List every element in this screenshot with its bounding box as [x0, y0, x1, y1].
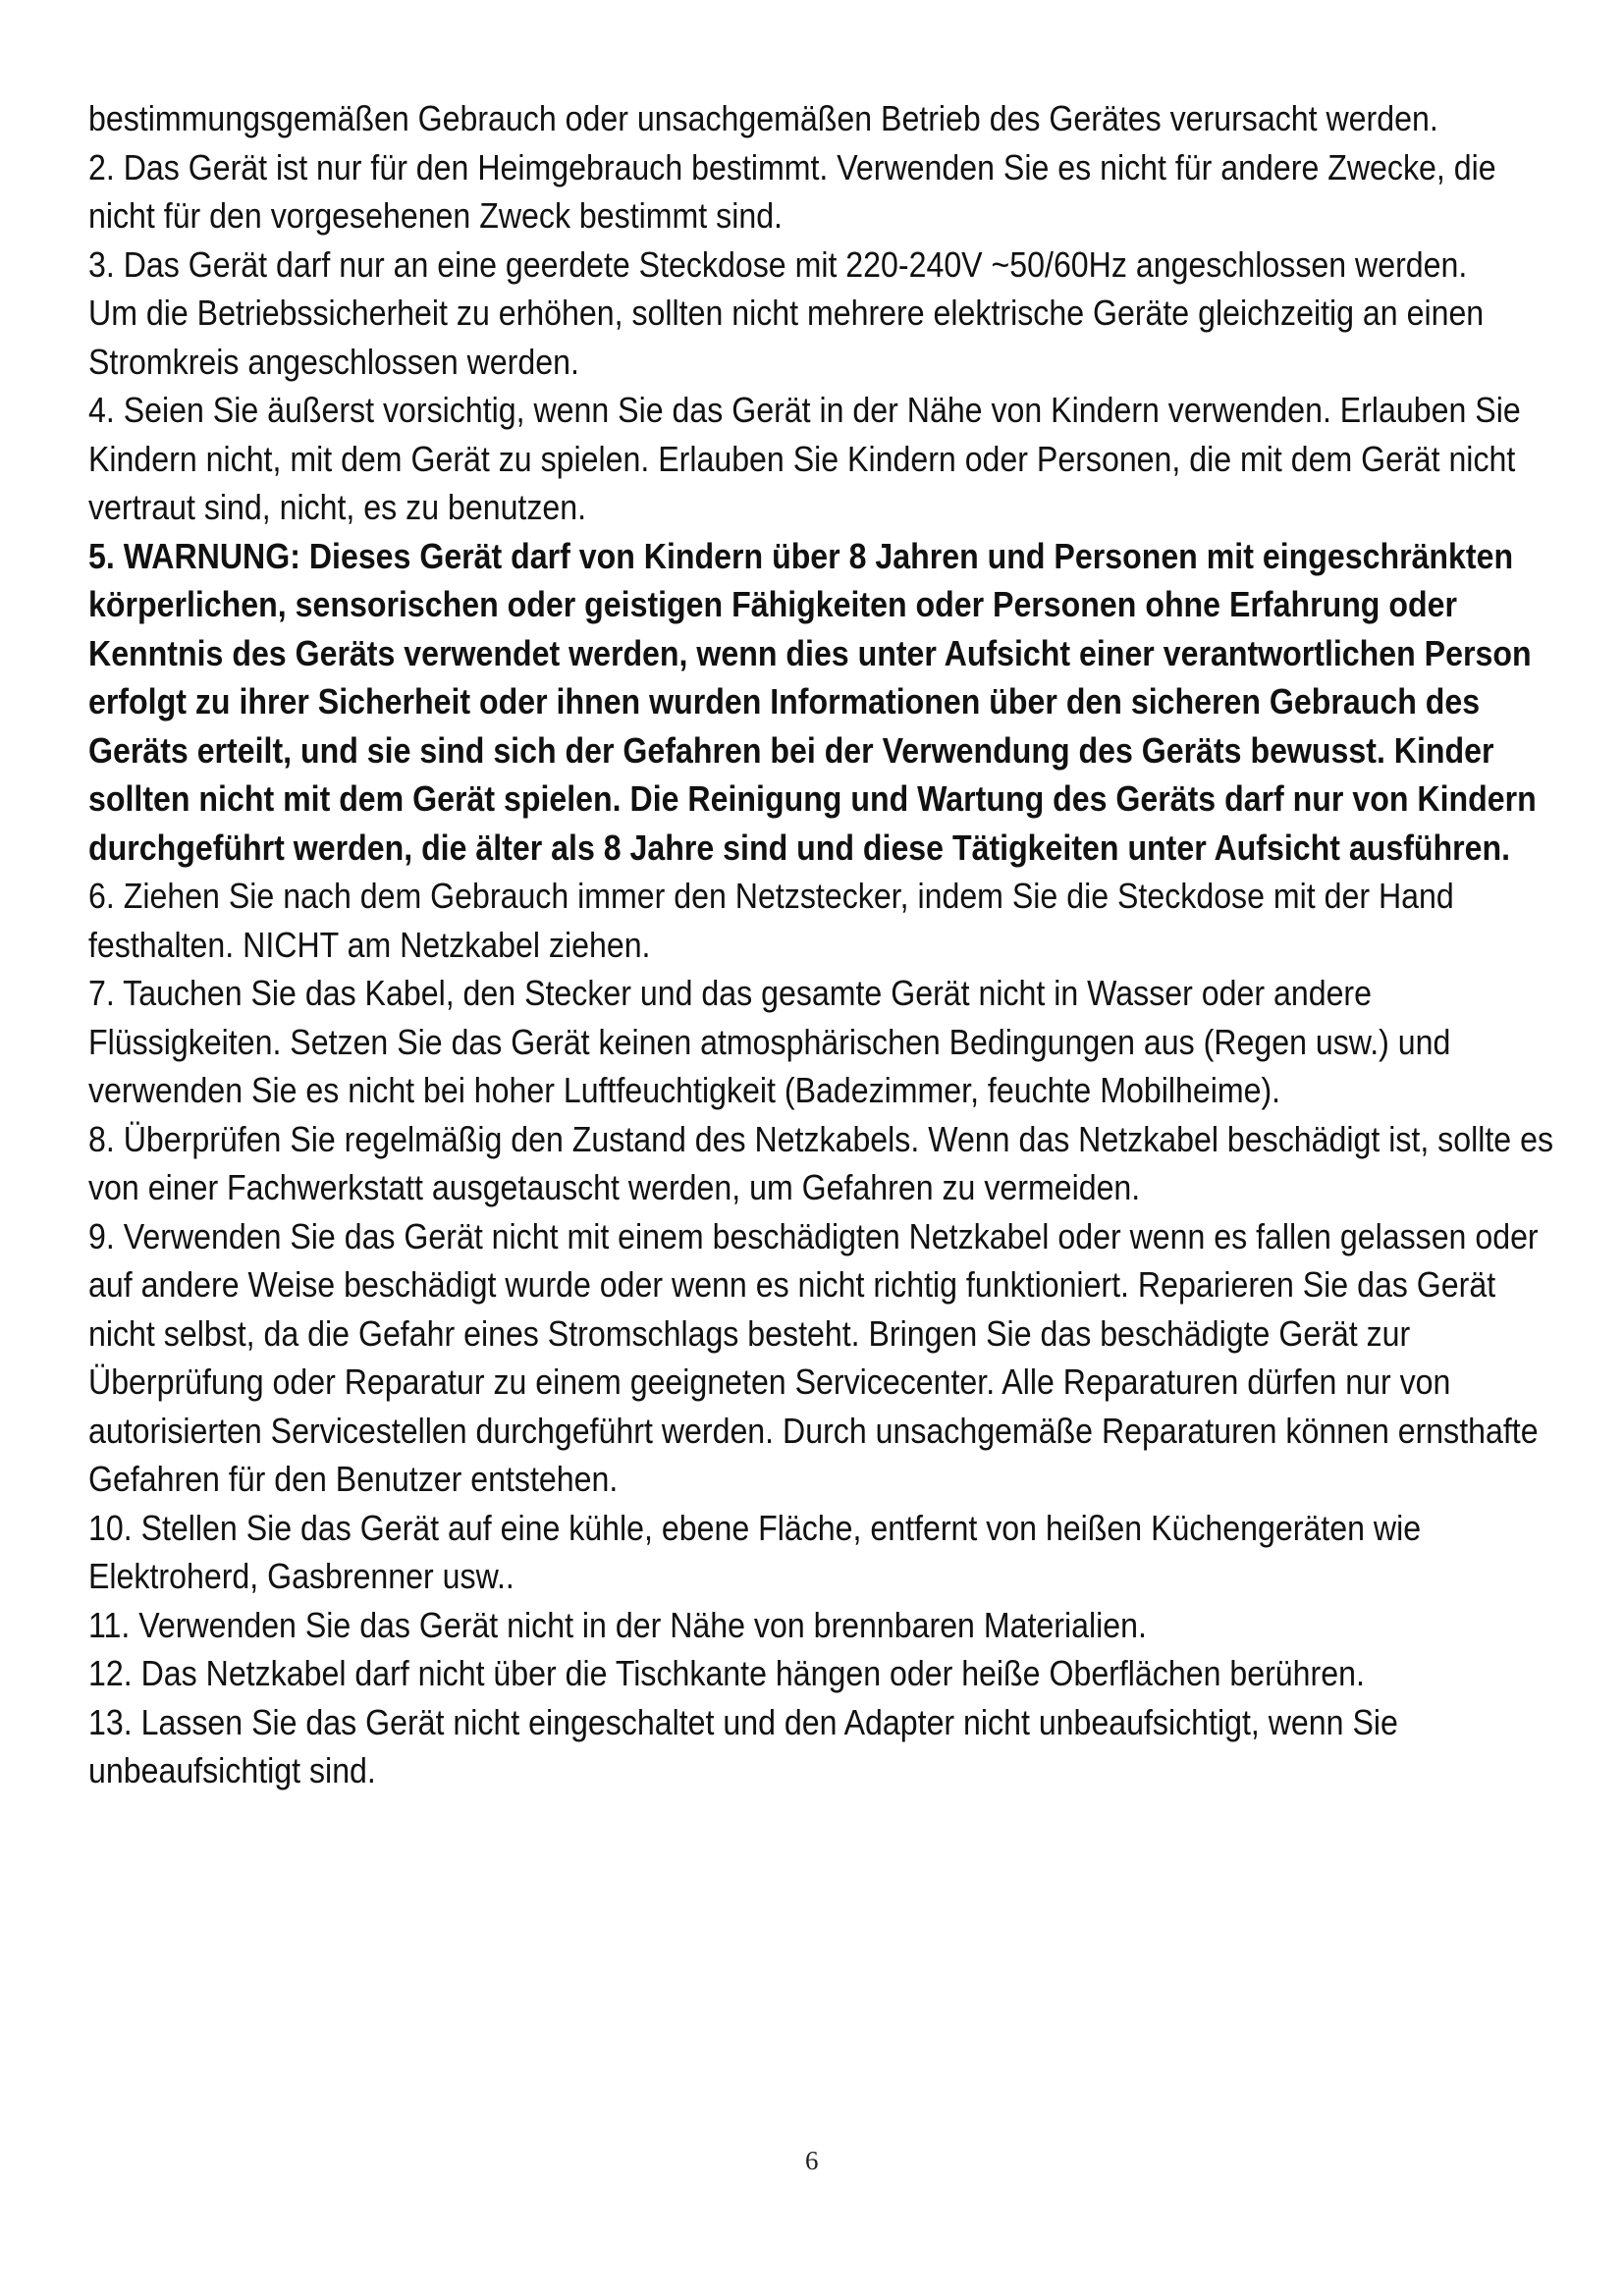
manual-page-body — [88, 94, 1561, 1795]
safety-item-11: 11. Verwenden Sie das Gerät nicht in der Nähe von brennbaren Materialien. — [88, 1604, 1147, 1645]
safety-item-13: 13. Lassen Sie das Gerät nicht eingeschaltet und den Adapter nicht unbeaufsichtigt, wenn Sie unbeaufsichtigt sind. — [88, 1701, 1398, 1790]
safety-item-6: 6. Ziehen Sie nach dem Gebrauch immer den Netzstecker, indem Sie die Steckdose mit der Hand festhalten. NICHT am Netzkabel ziehen. — [88, 876, 1454, 965]
safety-item-10: 10. Stellen Sie das Gerät auf eine kühle, ebene Fläche, entfernt von heißen Küchengeräten wie Elektroherd, Gasbrenner usw.. — [88, 1507, 1422, 1596]
safety-item-9: 9. Verwenden Sie das Gerät nicht mit einem beschädigten Netzkabel oder wenn es fallen gelassen oder auf andere Weise beschädigt wurde oder wenn es nicht richtig funktioniert. Reparieren Sie das Gerät nicht selbst, da die Gefahr eines Stromschlags besteht. Bringen Sie das beschädigte Gerät zur Überprüfung oder Reparatur zu einem geeigneten Servicecenter. Alle Reparaturen dürfen nur von autorisierten Servicestellen durchgeführt werden. Durch unsachgemäße Reparaturen können ernsthafte Gefahren für den Benutzer entstehen. — [88, 1215, 1539, 1499]
safety-item-4: 4. Seien Sie äußerst vorsichtig, wenn Sie das Gerät in der Nähe von Kindern verwenden. Erlauben Sie Kindern nicht, mit dem Gerät zu spielen. Erlauben Sie Kindern oder Personen, die mit dem Gerät nicht vertraut sind, nicht, es zu benutzen. — [88, 390, 1521, 527]
safety-item-2: 2. Das Gerät ist nur für den Heimgebrauch bestimmt. Verwenden Sie es nicht für andere Zwecke, die nicht für den vorgesehenen Zweck bestimmt sind. — [88, 146, 1496, 236]
safety-item-3-note: Um die Betriebssicherheit zu erhöhen, sollten nicht mehrere elektrische Geräte gleichzeitig an einen Stromkreis angeschlossen werden. — [88, 293, 1485, 382]
safety-item-8: 8. Überprüfen Sie regelmäßig den Zustand des Netzkabels. Wenn das Netzkabel beschädigt ist, sollte es von einer Fachwerkstatt ausgetauscht werden, um Gefahren zu vermeiden. — [88, 1118, 1554, 1207]
safety-item-7: 7. Tauchen Sie das Kabel, den Stecker und das gesamte Gerät nicht in Wasser oder andere Flüssigkeiten. Setzen Sie das Gerät keinen atmosphärischen Bedingungen aus (Regen usw.) und verwenden Sie es nicht bei hoher Luftfeuchtigkeit (Badezimmer, feuchte Mobilheime). — [88, 973, 1451, 1110]
safety-item-5-warning: 5. WARNUNG: Dieses Gerät darf von Kindern über 8 Jahren und Personen mit eingeschränkten körperlichen, sensorischen oder geistigen Fähigkeiten oder Personen ohne Erfahrung oder Kenntnis des Geräts verwendet werden, wenn dies unter Aufsicht einer verantwortlichen Person erfolgt zu ihrer Sicherheit oder ihnen wurden Informationen über den sicheren Gebrauch des Geräts erteilt, und sie sind sich der Gefahren bei der Verwendung des Geräts bewusst. Kinder sollten nicht mit dem Gerät spielen. Die Reinigung und Wartung des Geräts darf nur von Kindern durchgeführt werden, die älter als 8 Jahre sind und diese Tätigkeiten unter Aufsicht ausführen. — [88, 535, 1537, 868]
safety-item-3: 3. Das Gerät darf nur an eine geerdete Steckdose mit 220-240V ~50/60Hz angeschlossen werden. — [88, 243, 1468, 285]
page-number: 6 — [805, 2146, 819, 2175]
paragraph-continuation: bestimmungsgemäßen Gebrauch oder unsachgemäßen Betrieb des Gerätes verursacht werden. — [88, 98, 1438, 138]
safety-item-12: 12. Das Netzkabel darf nicht über die Tischkante hängen oder heiße Oberflächen berühren. — [88, 1653, 1365, 1693]
